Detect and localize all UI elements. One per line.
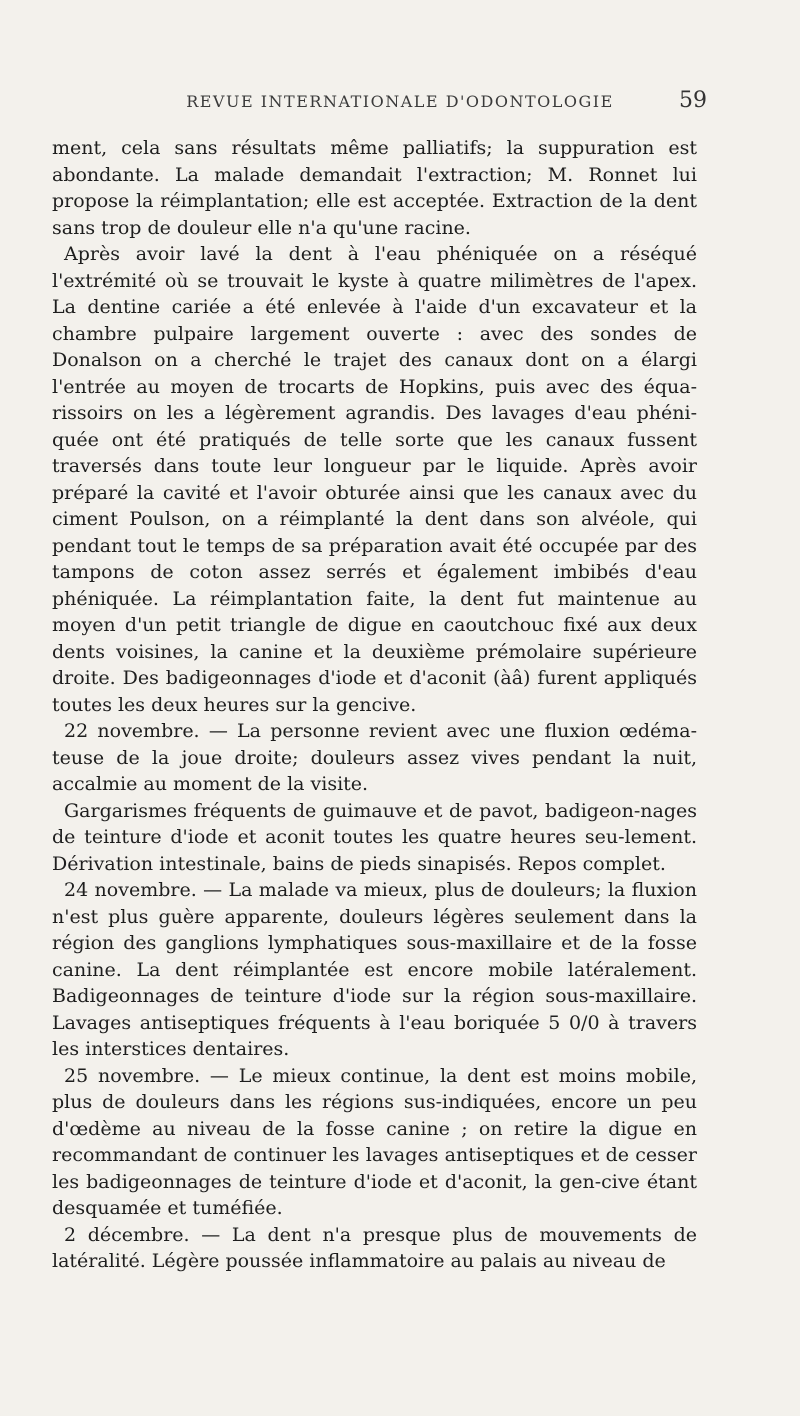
paragraph-procedure: Après avoir lavé la dent à l'eau phéniquée on a réséqué l'extrémité où se trouvait le kyste à quatre milimètres de l'apex. La dentine cariée a été enlevée à l'aide d'un excavateur et la chambre pulpaire largement ouverte : avec des sondes de Donalson on a cherché le trajet des canaux dont on a élargi l'entrée au moyen de trocarts de Hopkins, puis avec des équa-rissoirs on les a légèrement agrandis. Des lavages d'eau phéni-quée ont été pratiqués de telle sorte que les canaux fussent traversés dans toute leur longueur par le liquide. Après avoir préparé la cavité et l'avoir obturée ainsi que les canaux avec du ciment Poulson, on a réimplanté la dent dans son alvéole, qui pendant tout le temps de sa préparation avait été occupée par des tampons de coton assez serrés et également imbibés d'eau phéniquée. La réimplantation faite, la dent fut maintenue au moyen d'un petit triangle de digue en caoutchouc fixé aux deux dents voisines, la canine et la deuxième prémolaire supérieure droite. Des badigeonnages d'iode et d'aconit (àâ) furent appliqués toutes les deux heures sur la gencive. [52,243,697,716]
paragraph-nov-22: 22 novembre. — La personne revient avec une fluxion œdéma-teuse de la joue droite; douleurs assez vives pendant la nuit, accalmie au moment de la visite. [52,720,697,795]
paragraph-nov-24: 24 novembre. — La malade va mieux, plus de douleurs; la fluxion n'est plus guère apparente, douleurs légères seulement dans la région des ganglions lymphatiques sous-maxillaire et de la fosse canine. La dent réimplantée est encore mobile latéralement. Badigeonnages de teinture d'iode sur la région sous-maxillaire. Lavages antiseptiques fréquents à l'eau boriquée 5 0/0 à travers les interstices dentaires. [52,879,697,1060]
page-number: 59 [679,88,707,113]
paragraph-nov-25: 25 novembre. — Le mieux continue, la dent est moins mobile, plus de douleurs dans les régions sus-indiquées, encore un peu d'œdème au niveau de la fosse canine ; on retire la digue en recommandant de continuer les lavages antiseptiques et de cesser les badigeonnages de teinture d'iode et d'aconit, la gen-cive étant desquamée et tuméfiée. [52,1064,697,1219]
paragraph-treatment: Gargarismes fréquents de guimauve et de pavot, badigeon-nages de teinture d'iode et aconit toutes les quatre heures seu-lement. Dérivation intestinale, bains de pieds sinapisés. Repos complet. [52,799,697,875]
paragraph-dec-2: 2 décembre. — La dent n'a presque plus de mouvements de latéralité. Légère poussée inflammatoire au palais au niveau de [52,1223,697,1272]
paragraph-continuation: ment, cela sans résultats même palliatifs; la suppuration est abondante. La malade demandait l'extraction; M. Ronnet lui propose la réimplantation; elle est acceptée. Extraction de la dent sans trop de douleur elle n'a qu'une racine. [52,137,697,239]
running-title: REVUE INTERNATIONALE D'ODONTOLOGIE [186,92,614,111]
body-text [52,135,697,1275]
